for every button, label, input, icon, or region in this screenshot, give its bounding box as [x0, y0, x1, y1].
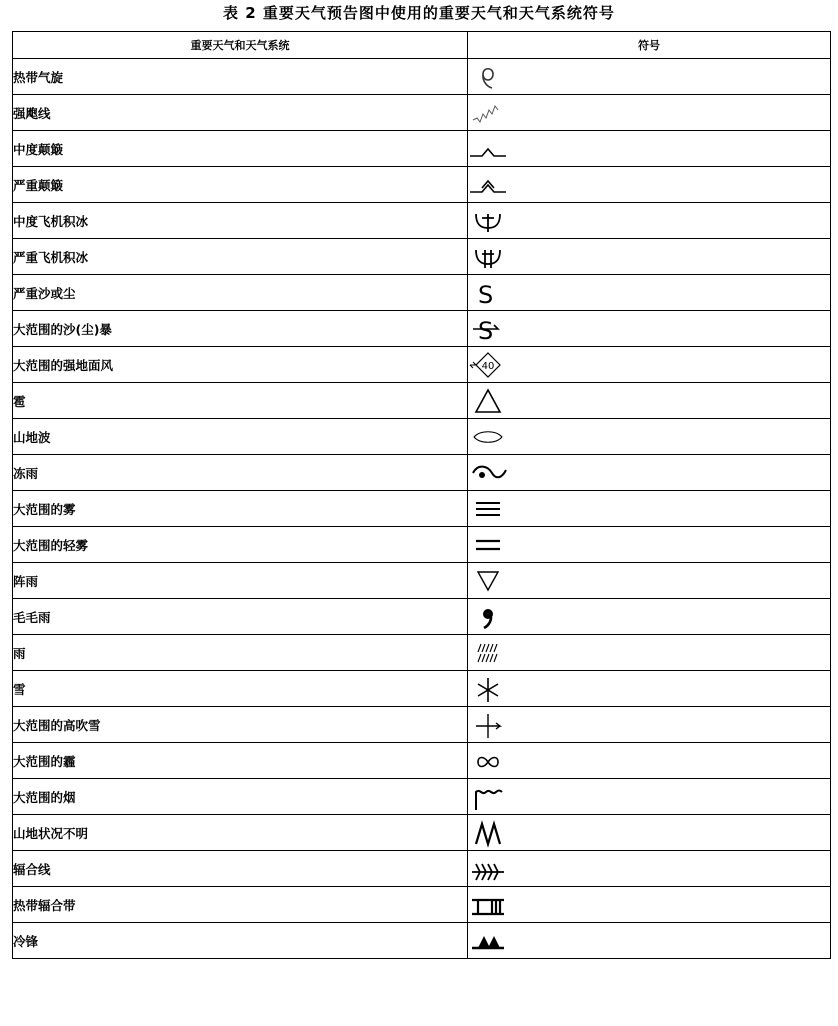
row-name: 大范围的雾 [13, 491, 468, 527]
row-name: 雨 [13, 635, 468, 671]
row-name: 阵雨 [13, 563, 468, 599]
row-name: 强飑线 [13, 95, 468, 131]
svg-text:S: S [478, 316, 494, 344]
row-name: 严重颠簸 [13, 167, 468, 203]
table-row [13, 635, 831, 671]
convergence-line-icon [468, 854, 508, 884]
row-name: 热带辐合带 [13, 887, 468, 923]
table-row [13, 59, 831, 95]
table-row [13, 419, 831, 455]
row-name: 冻雨 [13, 455, 468, 491]
itcz-icon [468, 890, 508, 920]
moderate-turbulence-icon [468, 134, 508, 164]
wind-speed-label: 40 [481, 360, 495, 372]
table-row [13, 239, 831, 275]
row-name: 山地波 [13, 419, 468, 455]
haze-icon [468, 746, 508, 776]
header-name: 重要天气和天气系统 [13, 32, 468, 59]
row-name: 中度颠簸 [13, 131, 468, 167]
header-symbol: 符号 [468, 32, 831, 59]
row-name: 严重飞机积冰 [13, 239, 468, 275]
table-caption: 表 2 重要天气预告图中使用的重要天气和天气系统符号 [223, 4, 615, 22]
table-row [13, 815, 831, 851]
blowing-snow-icon [468, 710, 508, 740]
squall-line-icon [468, 98, 508, 128]
mountain-wave-icon [468, 422, 508, 452]
weather-symbol-table [12, 31, 831, 959]
hail-icon [468, 386, 508, 416]
severe-turbulence-icon [468, 170, 508, 200]
table-row [13, 167, 831, 203]
drizzle-icon [468, 602, 508, 632]
table-row [13, 743, 831, 779]
smoke-icon [468, 782, 508, 812]
table-row [13, 347, 831, 383]
moderate-icing-icon [468, 206, 508, 236]
row-name: 严重沙或尘 [13, 275, 468, 311]
table-row [13, 923, 831, 959]
header-row [13, 32, 831, 59]
table-row [13, 779, 831, 815]
table-row [13, 671, 831, 707]
table-row [13, 383, 831, 419]
snow-icon [468, 674, 508, 704]
fog-icon [468, 494, 508, 524]
table-row [13, 887, 831, 923]
table-row [13, 275, 831, 311]
row-name: 毛毛雨 [13, 599, 468, 635]
table-row [13, 95, 831, 131]
row-name: 冷锋 [13, 923, 468, 959]
row-name: 大范围的沙(尘)暴 [13, 311, 468, 347]
table-row [13, 851, 831, 887]
sand-dust-icon [468, 278, 508, 308]
table-row [13, 311, 831, 347]
mountain-obscuration-icon [468, 818, 508, 848]
sandstorm-icon [468, 314, 508, 344]
table-row [13, 707, 831, 743]
table-row [13, 527, 831, 563]
table-row [13, 491, 831, 527]
svg-text:S: S [478, 280, 494, 308]
mist-icon [468, 530, 508, 560]
surface-wind-icon [468, 350, 508, 380]
row-name: 大范围的霾 [13, 743, 468, 779]
freezing-rain-icon [468, 458, 508, 488]
row-name: 辐合线 [13, 851, 468, 887]
table-row [13, 599, 831, 635]
shower-icon [468, 566, 508, 596]
rain-icon [468, 638, 508, 668]
row-name: 中度飞机积冰 [13, 203, 468, 239]
cold-front-icon [468, 926, 508, 956]
row-name: 雹 [13, 383, 468, 419]
row-name: 大范围的轻雾 [13, 527, 468, 563]
row-name: 大范围的高吹雪 [13, 707, 468, 743]
table-row [13, 203, 831, 239]
table-row [13, 131, 831, 167]
table-row [13, 455, 831, 491]
row-name: 大范围的烟 [13, 779, 468, 815]
row-name: 热带气旋 [13, 59, 468, 95]
row-name: 雪 [13, 671, 468, 707]
tropical-cyclone-icon [468, 62, 508, 92]
row-name: 大范围的强地面风 [13, 347, 468, 383]
severe-icing-icon [468, 242, 508, 272]
table-row [13, 563, 831, 599]
row-name: 山地状况不明 [13, 815, 468, 851]
